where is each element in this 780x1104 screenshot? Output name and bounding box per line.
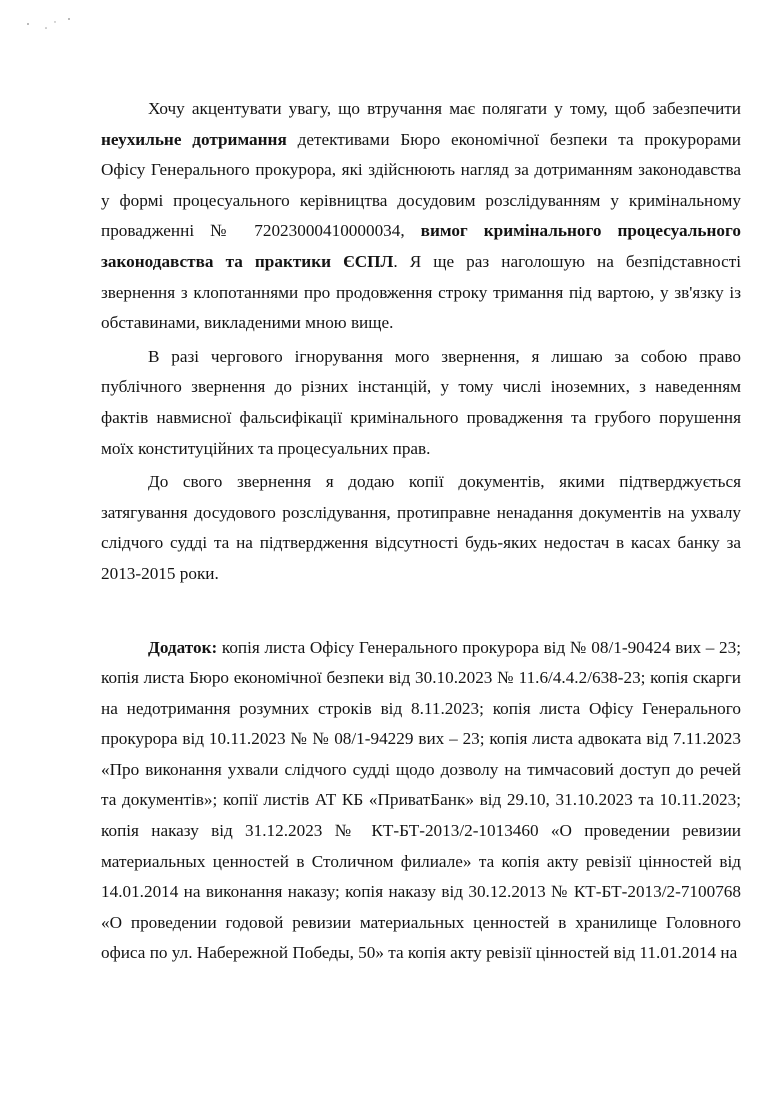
paragraph-attachments-intro [101, 467, 741, 589]
segment: В разі чергового ігнорування мого звернення, я лишаю за собою право публічного звернення до різних інстанцій, у тому числі іноземних, з наведенням фактів навмисної фальсифікації кримінального провадження та грубого порушення моїх конституційних та процесуальних прав. [101, 346, 741, 458]
paragraph-public-appeal [101, 342, 741, 464]
segment: детективами Бюро економічної безпеки та прокурорами Офісу Генерального прокурора, які здійснюють нагляд за дотриманням законодавства у формі процесуального керівництва досудовим розслідуванням у кримінальному провадженні № 72023000410000034, [101, 129, 741, 241]
paragraph-addendum [101, 633, 741, 970]
segment: До свого звернення я додаю копії документів, якими підтверджується затягування досудового розслідування, протиправне ненадання документів на ухвалу слідчого судді та на підтвердження відсутності будь-яких недостач в касах банку за 2013-2015 роки. [101, 472, 741, 583]
segment: . Я ще раз наголошую на безпідставності звернення з клопотаннями про продовження строку тримання під вартою, у зв'язку із обставинами, викладеними мною вище. [101, 251, 741, 333]
addendum-label: Додаток: [148, 637, 218, 657]
paragraph-intervention [101, 94, 741, 339]
scan-specks [24, 10, 84, 34]
segment-bold: неухильне дотримання [101, 129, 287, 149]
segment: Хочу акцентувати увагу, що втручання має полягати у тому, щоб забезпечити [148, 99, 741, 118]
segment-bold: вимог кримінального процесуального законодавства та практики ЄСПЛ [101, 221, 741, 271]
addendum-list: копія листа Офісу Генерального прокурора від № 08/1-90424 вих – 23; копія листа Бюро економічної безпеки від 30.10.2023 № 11.6/4.4.2/638-23; копія скарги на недотримання розумних строків від 8.11.2023; копія листа Офісу Генерального прокурора від 10.11.2023 № № 08/1-94229 вих – 23; копія листа адвоката від 7.11.2023 «Про виконання ухвали слідчого судді щодо дозволу на тимчасовий доступ до речей та документів»; копії листів АТ КБ «ПриватБанк» від 29.10, 31.10.2023 та 10.11.2023; копія наказу від 31.12.2023 № КТ-БТ-2013/2-1013460 «О проведении ревизии материальных ценностей в Столичном филиале» та копія акту ревізії цінностей від 14.01.2014 на виконання наказу; копія наказу від 30.12.2013 № КТ-БТ-2013/2-7100768 «О проведении годовой ревизии материальных ценностей в хранилище Головного офиса по ул. Набережной Победы, 50» та копія акту ревізії цінностей від 11.01.2014 на [101, 637, 741, 963]
document-body [101, 94, 741, 969]
